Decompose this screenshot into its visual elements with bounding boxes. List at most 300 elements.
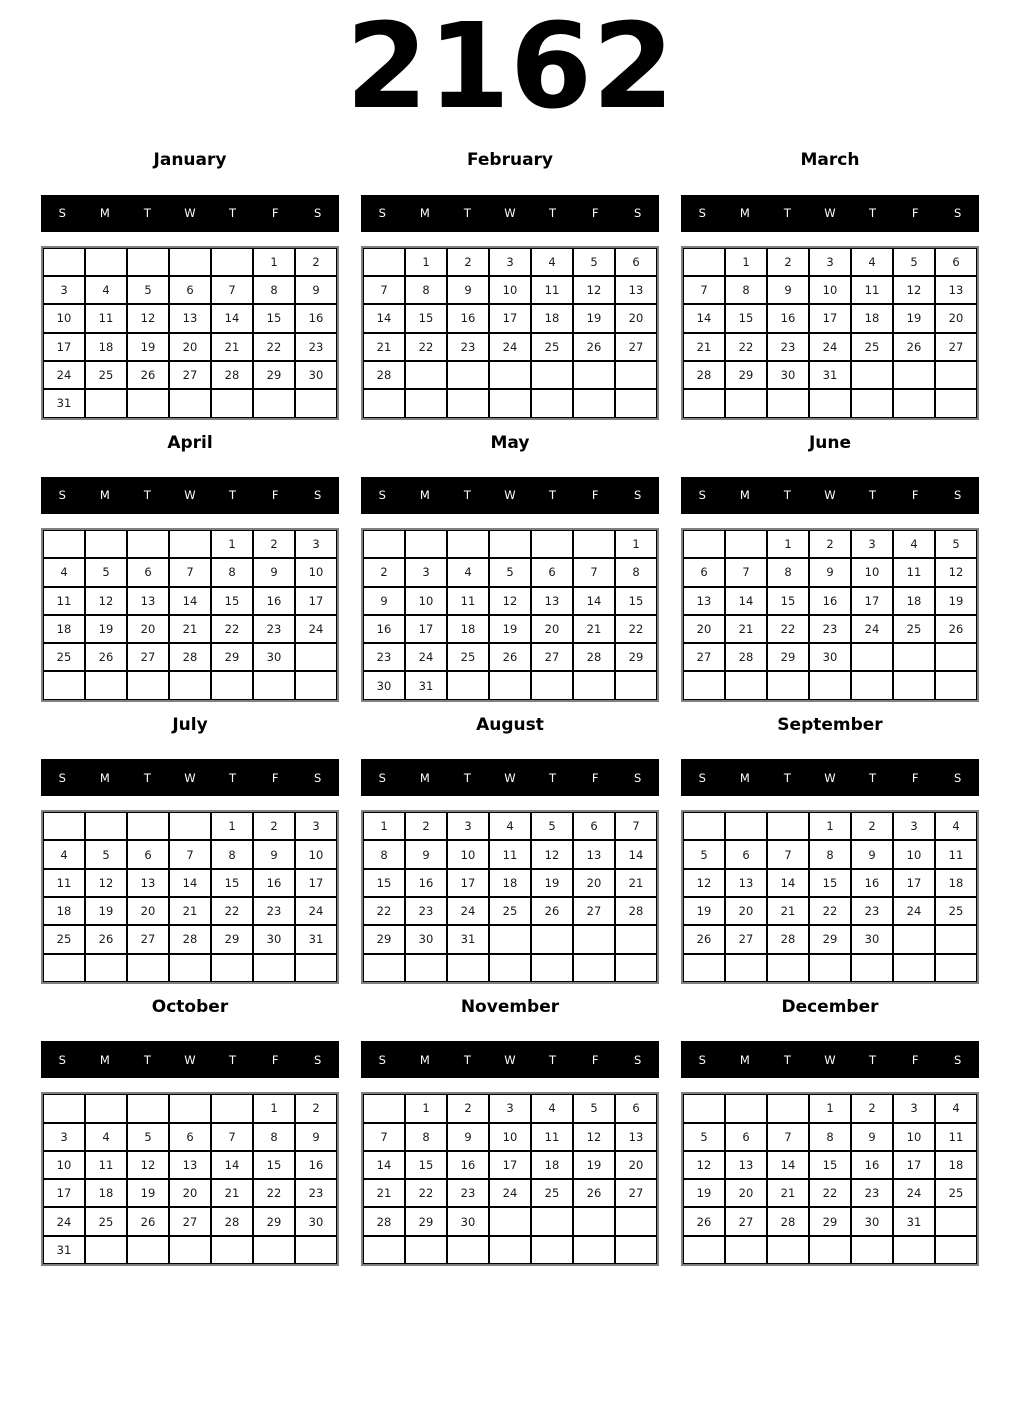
empty-date-cell [683, 954, 725, 982]
weekday-label: M [419, 488, 430, 503]
date-cell: 2 [447, 1094, 489, 1122]
date-cell: 3 [43, 1123, 85, 1151]
date-cell: 1 [615, 530, 657, 558]
empty-date-cell [405, 1236, 447, 1264]
empty-date-cell [935, 954, 977, 982]
date-cell: 30 [809, 643, 851, 671]
empty-date-cell [851, 954, 893, 982]
date-cell: 26 [85, 643, 127, 671]
date-cell: 22 [211, 897, 253, 925]
empty-date-cell [531, 925, 573, 953]
date-cell: 6 [935, 248, 977, 276]
empty-date-cell [447, 530, 489, 558]
date-cell: 9 [363, 587, 405, 615]
date-cell: 14 [169, 587, 211, 615]
date-cell: 19 [573, 304, 615, 332]
date-cell: 3 [851, 530, 893, 558]
date-cell: 1 [405, 248, 447, 276]
empty-date-cell [531, 954, 573, 982]
date-cell: 26 [573, 333, 615, 361]
date-cell: 12 [573, 276, 615, 304]
date-cell: 14 [725, 587, 767, 615]
date-cell: 26 [683, 925, 725, 953]
date-cell: 10 [295, 558, 337, 586]
empty-date-cell [893, 389, 935, 417]
empty-date-cell [43, 812, 85, 840]
date-cell: 12 [127, 304, 169, 332]
empty-date-cell [531, 1207, 573, 1235]
date-cell: 30 [851, 1207, 893, 1235]
empty-date-cell [893, 954, 935, 982]
date-cell: 12 [127, 1151, 169, 1179]
weekday-label: S [58, 770, 66, 785]
date-grid [41, 528, 339, 702]
date-cell: 10 [489, 276, 531, 304]
date-cell: 2 [851, 812, 893, 840]
empty-date-cell [85, 530, 127, 558]
empty-date-cell [85, 954, 127, 982]
empty-date-cell [295, 389, 337, 417]
empty-date-cell [85, 671, 127, 699]
date-cell: 8 [363, 840, 405, 868]
date-cell: 18 [43, 897, 85, 925]
weekday-label: S [314, 1052, 322, 1067]
date-cell: 18 [531, 304, 573, 332]
weekday-label: S [378, 206, 386, 221]
date-cell: 22 [253, 333, 295, 361]
empty-date-cell [489, 530, 531, 558]
month-block [361, 715, 659, 984]
empty-date-cell [935, 1207, 977, 1235]
empty-date-cell [725, 1094, 767, 1122]
weekday-header-row [41, 477, 339, 514]
date-cell: 14 [169, 869, 211, 897]
date-cell: 30 [253, 643, 295, 671]
weekday-label: M [99, 488, 110, 503]
date-cell: 16 [447, 304, 489, 332]
date-cell: 13 [573, 840, 615, 868]
date-cell: 15 [211, 587, 253, 615]
month-name: October [151, 996, 229, 1017]
date-cell: 30 [295, 361, 337, 389]
month-name: March [800, 150, 860, 171]
date-cell: 13 [725, 869, 767, 897]
date-cell: 16 [295, 304, 337, 332]
date-cell: 2 [767, 248, 809, 276]
date-cell: 2 [809, 530, 851, 558]
date-cell: 15 [809, 1151, 851, 1179]
empty-date-cell [253, 671, 295, 699]
date-cell: 4 [489, 812, 531, 840]
weekday-label: F [911, 488, 919, 503]
date-cell: 23 [253, 615, 295, 643]
date-cell: 15 [405, 304, 447, 332]
weekday-label: W [504, 206, 516, 221]
weekday-header-row [41, 195, 339, 232]
date-cell: 20 [725, 897, 767, 925]
date-cell: 19 [127, 1179, 169, 1207]
date-cell: 8 [767, 558, 809, 586]
weekday-label: S [634, 770, 642, 785]
weekday-header-row [41, 1041, 339, 1078]
month-block [681, 715, 979, 984]
date-cell: 31 [447, 925, 489, 953]
date-cell: 1 [211, 530, 253, 558]
date-cell: 23 [295, 333, 337, 361]
month-name: November [460, 996, 560, 1017]
weekday-label: S [954, 488, 962, 503]
date-cell: 24 [893, 897, 935, 925]
date-cell: 17 [489, 304, 531, 332]
date-cell: 19 [683, 897, 725, 925]
date-cell: 22 [767, 615, 809, 643]
date-cell: 26 [489, 643, 531, 671]
date-cell: 23 [447, 333, 489, 361]
empty-date-cell [211, 1236, 253, 1264]
weekday-label: T [143, 206, 151, 221]
date-cell: 31 [405, 671, 447, 699]
month-block [41, 997, 339, 1266]
date-cell: 7 [211, 1123, 253, 1151]
empty-date-cell [851, 671, 893, 699]
date-cell: 21 [573, 615, 615, 643]
weekday-label: M [99, 770, 110, 785]
date-cell: 11 [85, 304, 127, 332]
date-cell: 28 [363, 1207, 405, 1235]
empty-date-cell [127, 389, 169, 417]
weekday-label: W [824, 488, 836, 503]
empty-date-cell [253, 1236, 295, 1264]
empty-date-cell [85, 1094, 127, 1122]
date-cell: 9 [253, 558, 295, 586]
month-block [681, 997, 979, 1266]
date-cell: 6 [573, 812, 615, 840]
date-cell: 16 [851, 869, 893, 897]
date-cell: 2 [851, 1094, 893, 1122]
empty-date-cell [851, 389, 893, 417]
weekday-header-row [681, 477, 979, 514]
date-cell: 18 [531, 1151, 573, 1179]
date-cell: 25 [489, 897, 531, 925]
date-cell: 25 [935, 1179, 977, 1207]
date-cell: 7 [683, 276, 725, 304]
date-cell: 23 [295, 1179, 337, 1207]
date-cell: 15 [211, 869, 253, 897]
empty-date-cell [935, 1236, 977, 1264]
date-cell: 24 [295, 897, 337, 925]
date-cell: 9 [253, 840, 295, 868]
empty-date-cell [683, 389, 725, 417]
weekday-label: M [419, 770, 430, 785]
date-cell: 25 [851, 333, 893, 361]
weekday-label: S [58, 488, 66, 503]
date-cell: 15 [615, 587, 657, 615]
date-cell: 4 [935, 812, 977, 840]
date-cell: 6 [169, 276, 211, 304]
date-cell: 5 [573, 248, 615, 276]
date-cell: 26 [893, 333, 935, 361]
date-cell: 19 [573, 1151, 615, 1179]
date-cell: 17 [405, 615, 447, 643]
empty-date-cell [127, 954, 169, 982]
weekday-label: W [504, 770, 516, 785]
empty-date-cell [43, 1094, 85, 1122]
date-cell: 3 [295, 530, 337, 558]
weekday-label: S [314, 770, 322, 785]
weekday-label: M [99, 1052, 110, 1067]
date-cell: 29 [725, 361, 767, 389]
empty-date-cell [683, 1236, 725, 1264]
weekday-label: M [99, 206, 110, 221]
date-cell: 6 [615, 1094, 657, 1122]
date-cell: 17 [447, 869, 489, 897]
date-cell: 24 [893, 1179, 935, 1207]
date-cell: 15 [767, 587, 809, 615]
empty-date-cell [253, 954, 295, 982]
date-cell: 19 [935, 587, 977, 615]
date-cell: 29 [211, 925, 253, 953]
empty-date-cell [43, 530, 85, 558]
date-cell: 30 [767, 361, 809, 389]
date-cell: 15 [363, 869, 405, 897]
empty-date-cell [211, 671, 253, 699]
date-cell: 22 [405, 1179, 447, 1207]
empty-date-cell [127, 1094, 169, 1122]
date-cell: 31 [43, 1236, 85, 1264]
empty-date-cell [573, 1236, 615, 1264]
date-cell: 13 [169, 1151, 211, 1179]
empty-date-cell [169, 530, 211, 558]
date-cell: 18 [851, 304, 893, 332]
weekday-label: W [184, 206, 196, 221]
weekday-label: T [549, 206, 557, 221]
month-block [361, 997, 659, 1266]
weekday-label: T [463, 206, 471, 221]
date-cell: 20 [169, 1179, 211, 1207]
date-cell: 2 [253, 530, 295, 558]
date-cell: 5 [935, 530, 977, 558]
date-cell: 6 [615, 248, 657, 276]
date-cell: 15 [253, 304, 295, 332]
date-cell: 15 [405, 1151, 447, 1179]
date-cell: 29 [253, 1207, 295, 1235]
date-cell: 24 [489, 1179, 531, 1207]
empty-date-cell [531, 1236, 573, 1264]
date-cell: 30 [851, 925, 893, 953]
date-cell: 24 [405, 643, 447, 671]
date-cell: 24 [809, 333, 851, 361]
date-cell: 27 [169, 361, 211, 389]
date-cell: 18 [85, 333, 127, 361]
date-cell: 4 [85, 276, 127, 304]
date-cell: 1 [809, 1094, 851, 1122]
date-cell: 16 [447, 1151, 489, 1179]
empty-date-cell [683, 812, 725, 840]
weekday-label: F [591, 770, 599, 785]
date-cell: 8 [211, 558, 253, 586]
weekday-label: S [634, 206, 642, 221]
date-cell: 2 [405, 812, 447, 840]
date-cell: 27 [615, 333, 657, 361]
date-cell: 22 [253, 1179, 295, 1207]
empty-date-cell [489, 954, 531, 982]
date-cell: 18 [85, 1179, 127, 1207]
date-cell: 18 [893, 587, 935, 615]
month-block [361, 433, 659, 702]
date-cell: 31 [295, 925, 337, 953]
date-cell: 22 [363, 897, 405, 925]
empty-date-cell [767, 671, 809, 699]
weekday-label: S [378, 770, 386, 785]
date-cell: 20 [531, 615, 573, 643]
date-cell: 8 [809, 840, 851, 868]
weekday-label: F [271, 1052, 279, 1067]
date-cell: 12 [683, 1151, 725, 1179]
date-cell: 1 [725, 248, 767, 276]
date-cell: 17 [43, 333, 85, 361]
date-cell: 7 [363, 1123, 405, 1151]
date-cell: 2 [363, 558, 405, 586]
empty-date-cell [405, 530, 447, 558]
empty-date-cell [851, 643, 893, 671]
weekday-header-row [361, 1041, 659, 1078]
empty-date-cell [809, 671, 851, 699]
empty-date-cell [447, 671, 489, 699]
date-cell: 25 [935, 897, 977, 925]
weekday-header-row [361, 195, 659, 232]
date-cell: 6 [127, 840, 169, 868]
empty-date-cell [935, 925, 977, 953]
empty-date-cell [531, 530, 573, 558]
date-cell: 15 [725, 304, 767, 332]
date-cell: 22 [615, 615, 657, 643]
date-cell: 26 [85, 925, 127, 953]
date-cell: 4 [447, 558, 489, 586]
date-cell: 25 [447, 643, 489, 671]
date-cell: 9 [295, 1123, 337, 1151]
empty-date-cell [851, 1236, 893, 1264]
weekday-label: S [954, 1052, 962, 1067]
date-cell: 3 [489, 1094, 531, 1122]
date-cell: 12 [531, 840, 573, 868]
weekday-label: T [143, 1052, 151, 1067]
date-cell: 19 [531, 869, 573, 897]
weekday-label: S [58, 1052, 66, 1067]
empty-date-cell [211, 954, 253, 982]
date-cell: 1 [363, 812, 405, 840]
empty-date-cell [489, 361, 531, 389]
weekday-label: S [698, 488, 706, 503]
weekday-label: F [271, 770, 279, 785]
date-cell: 4 [531, 248, 573, 276]
empty-date-cell [43, 954, 85, 982]
date-cell: 12 [85, 869, 127, 897]
weekday-label: S [698, 770, 706, 785]
date-cell: 10 [43, 304, 85, 332]
empty-date-cell [169, 954, 211, 982]
empty-date-cell [447, 389, 489, 417]
empty-date-cell [169, 1094, 211, 1122]
date-grid [681, 1092, 979, 1266]
month-name: April [167, 432, 213, 453]
date-cell: 11 [893, 558, 935, 586]
date-cell: 21 [169, 615, 211, 643]
date-cell: 24 [43, 1207, 85, 1235]
weekday-label: T [869, 206, 877, 221]
date-cell: 25 [85, 361, 127, 389]
date-cell: 13 [127, 869, 169, 897]
date-cell: 3 [295, 812, 337, 840]
weekday-label: S [698, 1052, 706, 1067]
date-cell: 21 [683, 333, 725, 361]
weekday-label: F [591, 488, 599, 503]
empty-date-cell [363, 389, 405, 417]
date-cell: 10 [851, 558, 893, 586]
empty-date-cell [127, 671, 169, 699]
empty-date-cell [405, 954, 447, 982]
date-cell: 15 [253, 1151, 295, 1179]
weekday-label: F [271, 206, 279, 221]
date-cell: 25 [85, 1207, 127, 1235]
weekday-label: T [463, 1052, 471, 1067]
date-cell: 9 [447, 276, 489, 304]
date-cell: 31 [893, 1207, 935, 1235]
date-grid [361, 1092, 659, 1266]
date-cell: 19 [893, 304, 935, 332]
date-cell: 5 [127, 276, 169, 304]
date-cell: 17 [489, 1151, 531, 1179]
weekday-label: T [229, 770, 237, 785]
date-cell: 7 [573, 558, 615, 586]
empty-date-cell [893, 1236, 935, 1264]
date-cell: 28 [767, 1207, 809, 1235]
date-cell: 14 [363, 304, 405, 332]
date-cell: 5 [85, 840, 127, 868]
date-cell: 12 [85, 587, 127, 615]
empty-date-cell [809, 1236, 851, 1264]
empty-date-cell [683, 671, 725, 699]
date-cell: 30 [405, 925, 447, 953]
date-cell: 1 [253, 248, 295, 276]
date-cell: 10 [43, 1151, 85, 1179]
date-cell: 29 [809, 925, 851, 953]
month-name: June [808, 432, 852, 453]
date-cell: 27 [531, 643, 573, 671]
date-cell: 18 [43, 615, 85, 643]
date-cell: 26 [531, 897, 573, 925]
date-cell: 13 [615, 1123, 657, 1151]
weekday-label: S [634, 1052, 642, 1067]
weekday-label: S [58, 206, 66, 221]
date-cell: 6 [127, 558, 169, 586]
date-cell: 28 [363, 361, 405, 389]
date-cell: 21 [211, 1179, 253, 1207]
date-cell: 19 [683, 1179, 725, 1207]
weekday-header-row [681, 195, 979, 232]
date-cell: 19 [85, 897, 127, 925]
empty-date-cell [615, 361, 657, 389]
empty-date-cell [767, 954, 809, 982]
date-cell: 8 [253, 276, 295, 304]
date-cell: 2 [295, 1094, 337, 1122]
weekday-label: T [549, 1052, 557, 1067]
date-cell: 29 [405, 1207, 447, 1235]
date-cell: 19 [489, 615, 531, 643]
month-name: July [172, 714, 208, 735]
date-cell: 23 [363, 643, 405, 671]
weekday-label: M [739, 770, 750, 785]
weekday-label: T [143, 770, 151, 785]
